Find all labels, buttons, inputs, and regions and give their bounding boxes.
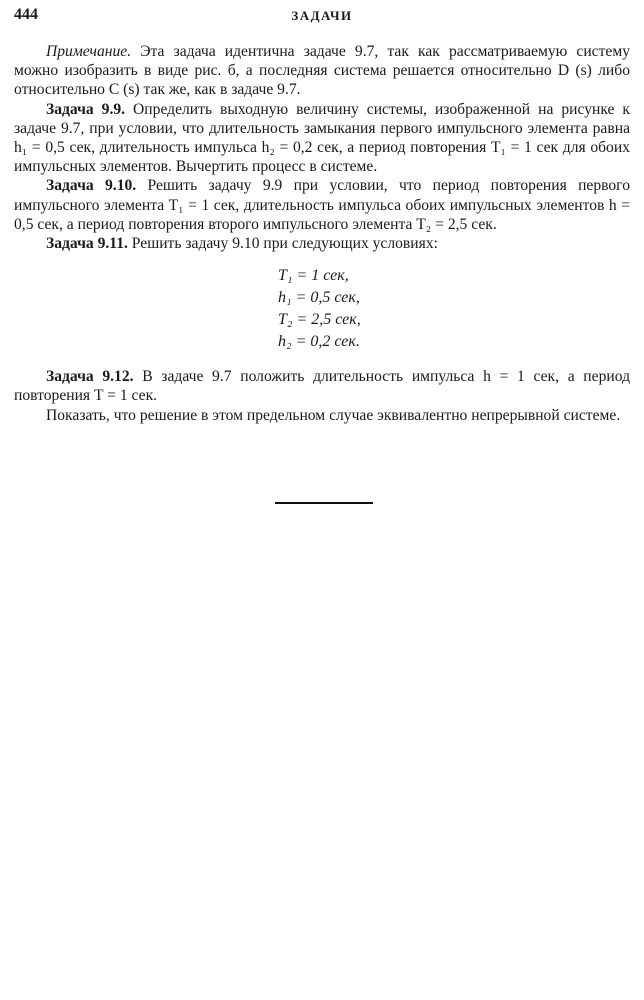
problem-9-11 (14, 234, 630, 253)
problem-9-9-text: Определить выходную величину системы, изображенной на рисунке к задаче 9.7, при условии, что длительность замыкания первого импульсного элемента равна h₁ = 0,5 сек, длительность импульса h₂ = 0,2 сек, а период повторения T₁ = 1 сек для обоих импульсных элементов. Вычертить процесс в системе. (14, 100, 631, 176)
problem-9-11-text: Решить задачу 9.10 при следующих условиях: (127, 235, 438, 253)
page-header (14, 6, 630, 32)
problem-9-12-text: В задаче 9.7 положить длительность импульса h = 1 сек, а период повторения T = 1 сек. (14, 368, 630, 405)
end-rule (275, 502, 373, 504)
problem-9-9 (14, 100, 630, 177)
problem-9-9-lead: Задача 9.9. (46, 100, 126, 118)
note-lead: Примечание. (46, 43, 132, 60)
note-paragraph (14, 42, 630, 100)
formula-line: h₁ = 0,5 сек, (278, 289, 360, 307)
closing-paragraph: Показать, что решение в этом предельном случае эквивалентно непрерывной системе. (46, 406, 621, 424)
problem-9-12-lead: Задача 9.12. (46, 368, 134, 386)
page-number: 444 (14, 6, 38, 23)
problem-9-12 (14, 367, 630, 405)
running-head: ЗАДАЧИ (291, 8, 353, 23)
formula-line: T₁ = 1 сек, (278, 267, 349, 285)
conditions-formulas (278, 265, 630, 353)
note-text: Эта задача идентична задаче 9.7, так как рассматриваемую систему можно изобразить в виде рис. б, а последняя система решается относительно D (s) либо относительно C (s) так же, как в задаче 9.7. (14, 43, 630, 99)
problem-9-10-lead: Задача 9.10. (46, 177, 137, 195)
problem-9-11-lead: Задача 9.11. (46, 235, 128, 253)
formula-line: h₂ = 0,2 сек. (278, 333, 360, 351)
page-body (14, 42, 630, 425)
problem-9-10 (14, 176, 630, 234)
problem-9-10-text: Решить задачу 9.9 при условии, что период повторения первого импульсного элемента T₁ = 1 сек, длительность импульса обоих импульсных элементов h = 0,5 сек, а период повторения второго импульсного элемента T₂ = 2,5 сек. (14, 177, 630, 233)
formula-line: T₂ = 2,5 сек, (278, 311, 361, 329)
